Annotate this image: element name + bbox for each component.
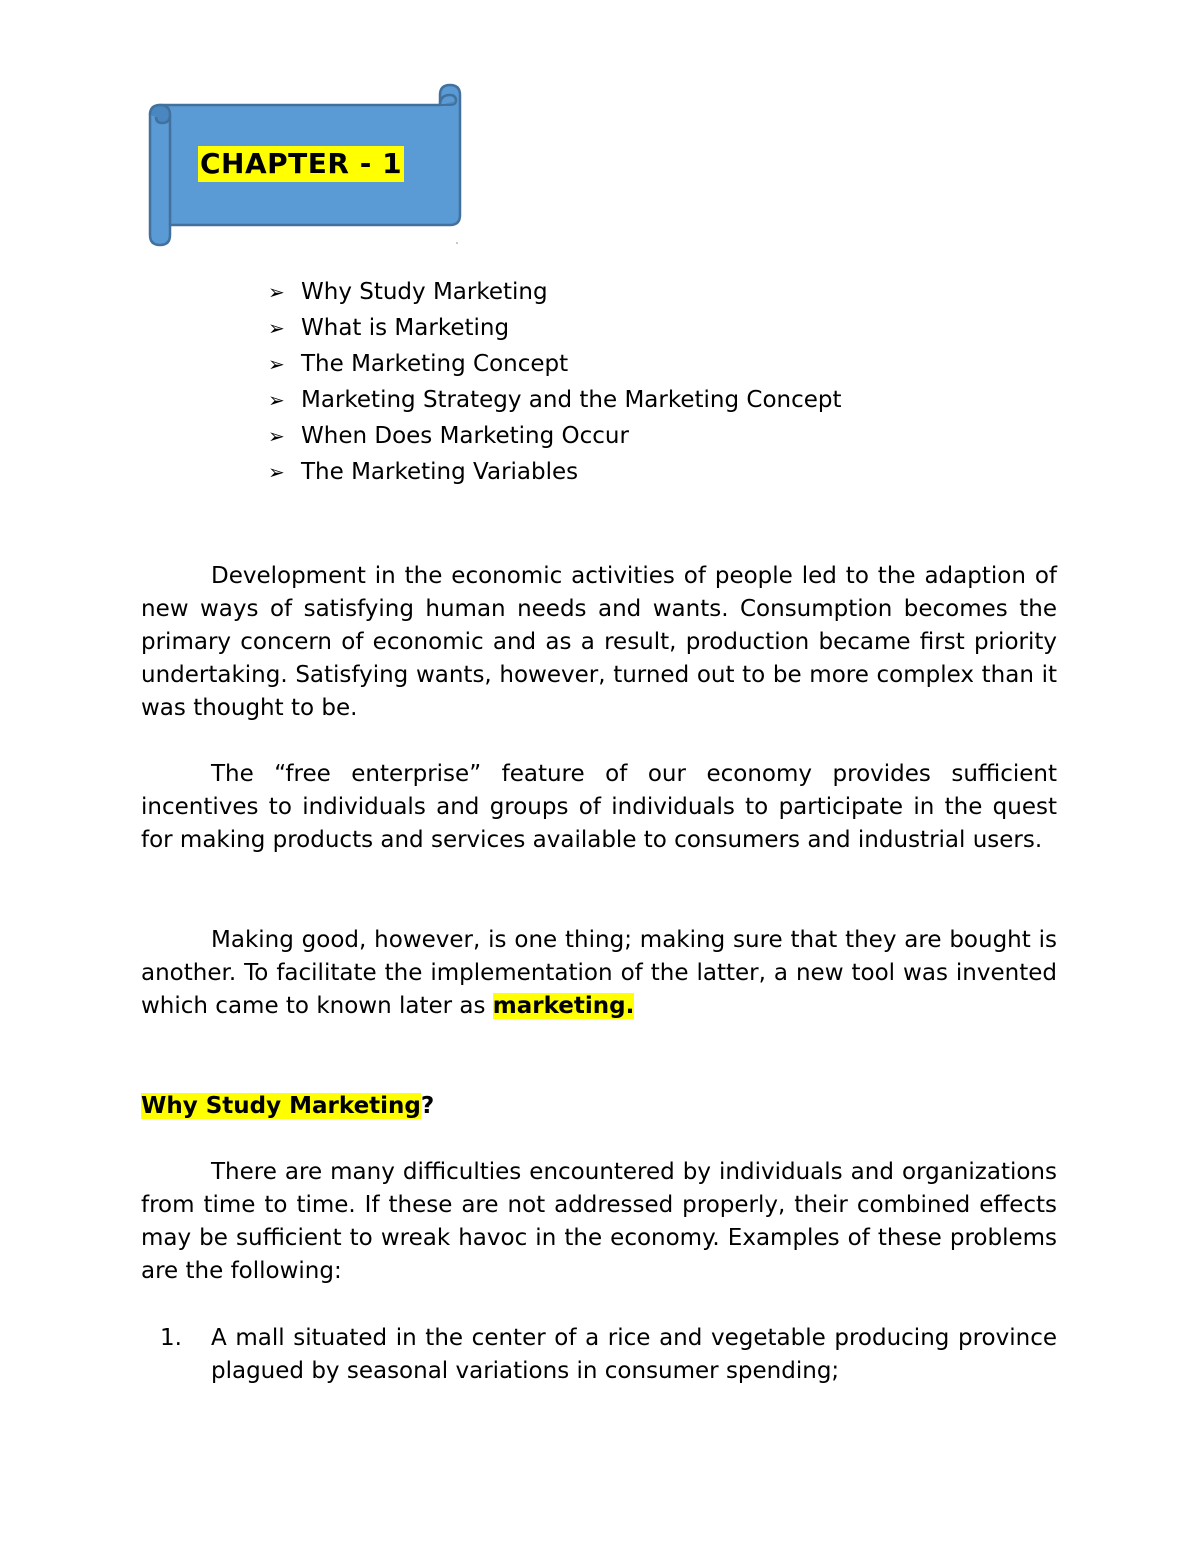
topic-label: The Marketing Concept [301,351,569,377]
list-item-number: 1. [160,1325,182,1351]
list-item [141,1322,1057,1388]
paragraph-free-enterprise: The “free enterprise” feature of our economy provides sufficient incentives to individuals and groups of individuals to participate in the quest for making products and services available to consumers and industrial users. [141,761,1057,853]
list-item-text: A mall situated in the center of a rice and vegetable producing province plagued by seasonal variations in consumer spending; [211,1325,1057,1384]
arrow-bullet-icon: ➢ [268,424,285,448]
topic-item [268,346,842,382]
arrow-bullet-icon: ➢ [268,280,285,304]
section-heading-suffix: ? [420,1093,435,1119]
paragraph-difficulties: There are many difficulties encountered by individuals and organizations from time to time. If these are not addressed properly, their combined effects may be sufficient to wreak havoc in the economy. Examples of these problems are the following: [141,1159,1057,1284]
section-heading-text: Why Study Marketing [141,1093,421,1119]
topic-label: Why Study Marketing [301,279,548,305]
topic-label: What is Marketing [301,315,510,341]
topic-item [268,382,842,418]
paragraph-development: Development in the economic activities of people led to the adaption of new ways of satisfying human needs and wants. Consumption becomes the primary concern of economic and as a result, production became first priority undertaking. Satisfying wants, however, turned out to be more complex than it was thought to be. [141,563,1057,721]
arrow-bullet-icon: ➢ [268,352,285,376]
arrow-bullet-icon: ➢ [268,460,285,484]
highlighted-term-marketing: marketing. [492,993,635,1019]
numbered-list [141,1322,1057,1388]
paragraph-making-good [141,924,1057,1023]
arrow-bullet-icon: ➢ [268,316,285,340]
chapter-title: CHAPTER - 1 [200,147,403,180]
topic-item [268,310,842,346]
topic-item [268,418,842,454]
topic-label: The Marketing Variables [301,459,579,485]
topic-item [268,274,842,310]
topic-list [268,274,842,490]
topic-item [268,454,842,490]
topic-label: Marketing Strategy and the Marketing Concept [301,387,842,413]
topic-label: When Does Marketing Occur [301,423,629,449]
arrow-bullet-icon: ➢ [268,388,285,412]
paragraph-making-good-text: Making good, however, is one thing; making sure that they are bought is another. To facilitate the implementation of the latter, a new tool was invented which came to known later as [141,927,1057,1019]
section-heading [141,1090,434,1123]
